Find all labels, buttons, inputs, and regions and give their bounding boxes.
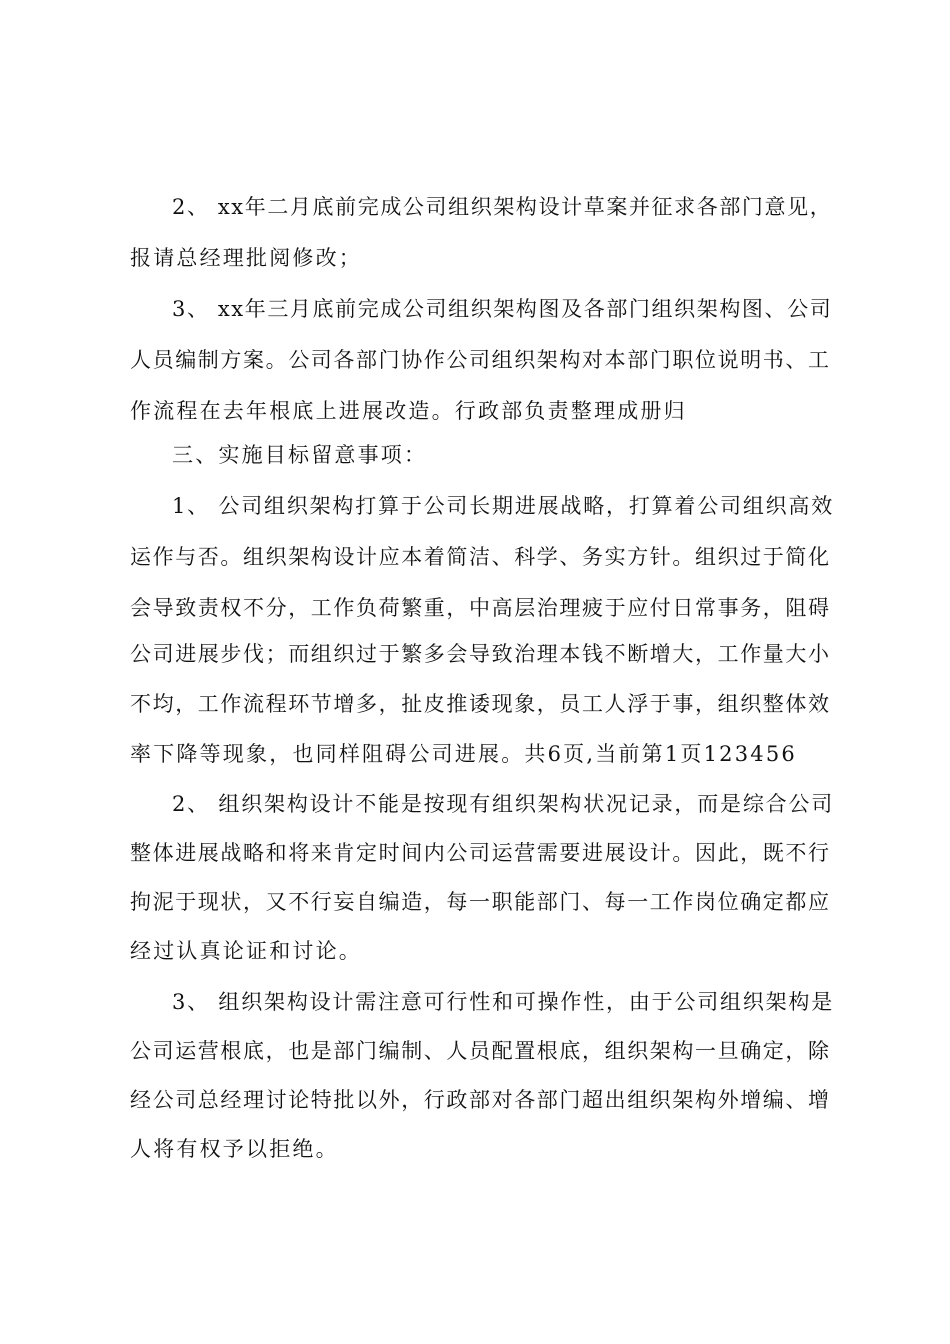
paragraph-line: 会导致责权不分，工作负荷繁重，中高层治理疲于应付日常事务，阻碍: [130, 596, 831, 620]
paragraph-line: 率下降等现象，也同样阻碍公司进展。共6页,当前第1页123456: [130, 742, 797, 766]
paragraph-line: 公司运营根底，也是部门编制、人员配置根底，组织架构一旦确定，除: [130, 1039, 831, 1063]
paragraph-line: 2、 xx年二月底前完成公司组织架构设计草案并征求各部门意见，: [172, 195, 833, 219]
paragraph-line: 经过认真论证和讨论。: [130, 939, 362, 963]
paragraph-line: 公司进展步伐；而组织过于繁多会导致治理本钱不断增大，工作量大小: [130, 642, 831, 666]
paragraph-line: 整体进展战略和将来肯定时间内公司运营需要进展设计。因此，既不行: [130, 841, 831, 865]
paragraph-line: 不均，工作流程环节增多，扯皮推诿现象，员工人浮于事，组织整体效: [130, 692, 831, 716]
paragraph-line: 报请总经理批阅修改；: [130, 246, 362, 270]
paragraph-line: 1、 公司组织架构打算于公司长期进展战略，打算着公司组织高效: [172, 494, 835, 518]
paragraph-line: 作流程在去年根底上进展改造。行政部负责整理成册归: [130, 399, 687, 423]
paragraph-line: 经公司总经理讨论特批以外，行政部对各部门超出组织架构外增编、增: [130, 1088, 831, 1112]
paragraph-line: 拘泥于现状，又不行妄自编造，每一职能部门、每一工作岗位确定都应: [130, 890, 831, 914]
paragraph-line: 运作与否。组织架构设计应本着简洁、科学、务实方针。组织过于简化: [130, 545, 831, 569]
paragraph-line: 3、 xx年三月底前完成公司组织架构图及各部门组织架构图、公司: [172, 297, 833, 321]
paragraph-line: 2、 组织架构设计不能是按现有组织架构状况记录，而是综合公司: [172, 792, 835, 816]
paragraph-line: 人将有权予以拒绝。: [130, 1137, 339, 1161]
paragraph-line: 3、 组织架构设计需注意可行性和可操作性，由于公司组织架构是: [172, 990, 835, 1014]
paragraph-line: 人员编制方案。公司各部门协作公司组织架构对本部门职位说明书、工: [130, 348, 831, 372]
section-heading: 三、实施目标留意事项：: [172, 443, 428, 467]
